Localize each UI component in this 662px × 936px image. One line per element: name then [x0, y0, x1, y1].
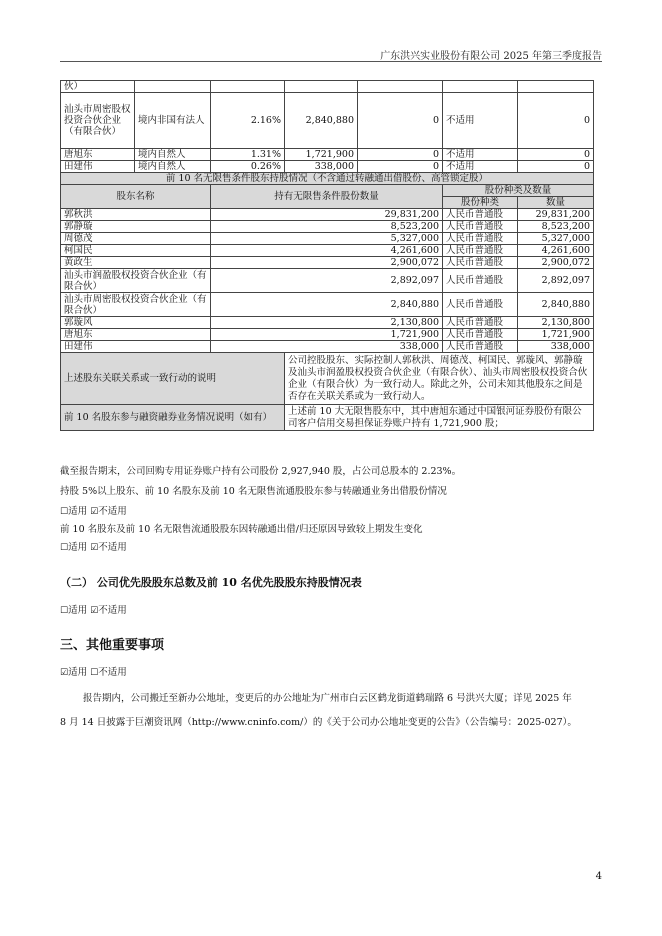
preferred-section-title: （二） 公司优先股股东总数及前 10 名优先股股东持股情况表 [60, 576, 362, 589]
holding-percent: 0.26% [211, 161, 285, 173]
table-row [61, 257, 594, 269]
table-row [61, 317, 594, 329]
change-title: 前 10 名股东及前 10 名无限售流通股股东因转融通出借/归还原因导致较上期发生变化 [60, 524, 423, 535]
shareholder-name: 唐旭东 [61, 329, 211, 341]
shareholder-name: 郭静璇 [61, 221, 211, 233]
unrestricted-qty: 8,523,200 [211, 221, 443, 233]
table-row [61, 209, 594, 221]
unchecked-box-icon[interactable]: ☐ [60, 606, 69, 616]
pledge-status: 不适用 [443, 149, 518, 161]
table-header-row [61, 185, 594, 197]
holding-qty: 2,840,880 [285, 93, 358, 149]
pledge-status: 不适用 [443, 161, 518, 173]
table-row [61, 233, 594, 245]
table-row [61, 161, 594, 173]
shareholder-name: 田建伟 [61, 161, 135, 173]
unchecked-box-icon[interactable]: ☐ [60, 543, 69, 553]
shareholder-nature: 境内自然人 [135, 149, 211, 161]
table-row [61, 93, 594, 149]
share-count: 8,523,200 [518, 221, 594, 233]
shareholder-nature: 境内非国有法人 [135, 93, 211, 149]
pledge-qty: 0 [518, 149, 594, 161]
shareholder-name: 唐旭东 [61, 149, 135, 161]
shareholder-name: 汕头市周密股权投资合伙企业（有限合伙） [61, 293, 211, 317]
share-type: 人民币普通股 [443, 341, 518, 353]
margin-label: 前 10 名股东参与融资融券业务情况说明（如有） [61, 405, 285, 431]
restricted-qty: 0 [358, 93, 443, 149]
unrestricted-qty: 2,892,097 [211, 269, 443, 293]
page-number: 4 [595, 871, 602, 882]
pledge-qty: 0 [518, 161, 594, 173]
col-header-type: 股份种类 [443, 197, 518, 209]
checked-box-icon[interactable]: ☑ [90, 507, 99, 517]
table-row [61, 341, 594, 353]
share-type: 人民币普通股 [443, 317, 518, 329]
share-type: 人民币普通股 [443, 245, 518, 257]
unchecked-box-icon[interactable]: ☐ [90, 668, 99, 678]
holding-qty: 1,721,900 [285, 149, 358, 161]
checked-box-icon[interactable]: ☑ [90, 543, 99, 553]
unrestricted-qty: 338,000 [211, 341, 443, 353]
table-row [61, 353, 594, 405]
share-type: 人民币普通股 [443, 269, 518, 293]
lending-title: 持股 5%以上股东、前 10 名股东及前 10 名无限售流通股股东参与转融通业务出借股份情况 [60, 486, 447, 497]
checked-box-icon[interactable]: ☑ [60, 668, 69, 678]
relation-label: 上述股东关联关系或一致行动的说明 [61, 353, 285, 405]
shareholder-name: 汕头市周密股权投资合伙企业（有限合伙） [61, 93, 135, 149]
col-header-qty: 持有无限售条件股份数量 [211, 185, 443, 209]
share-type: 人民币普通股 [443, 293, 518, 317]
option-row: ☐适用 ☑不适用 [60, 542, 127, 553]
shareholder-name: 郭璇风 [61, 317, 211, 329]
unchecked-box-icon[interactable]: ☐ [60, 507, 69, 517]
checked-box-icon[interactable]: ☑ [90, 606, 99, 616]
share-type: 人民币普通股 [443, 209, 518, 221]
shareholder-name: 伙） [61, 81, 135, 93]
restricted-qty: 0 [358, 149, 443, 161]
unrestricted-section-title: 前 10 名无限售条件股东持股情况（不含通过转融通出借股份、高管锁定股） [61, 173, 594, 185]
unrestricted-qty: 2,130,800 [211, 317, 443, 329]
col-header-name: 股东名称 [61, 185, 211, 209]
shareholder-nature: 境内自然人 [135, 161, 211, 173]
col-header-count: 数量 [518, 197, 594, 209]
report-paragraph-line2: 8 月 14 日披露于巨潮资讯网（http://www.cninfo.com/）的《关于公司办公地址变更的公告》（公告编号：2025-027）。 [60, 717, 577, 728]
other-matters-title: 三、其他重要事项 [60, 638, 165, 653]
pledge-qty: 0 [518, 93, 594, 149]
shareholder-name: 田建伟 [61, 341, 211, 353]
share-count: 2,130,800 [518, 317, 594, 329]
share-count: 2,900,072 [518, 257, 594, 269]
table-row [61, 81, 594, 93]
table-row [61, 149, 594, 161]
share-count: 4,261,600 [518, 245, 594, 257]
share-count: 29,831,200 [518, 209, 594, 221]
shareholder-name: 汕头市润盈股权投资合伙企业（有限合伙） [61, 269, 211, 293]
share-type: 人民币普通股 [443, 221, 518, 233]
holding-percent: 2.16% [211, 93, 285, 149]
shareholder-name: 黄政生 [61, 257, 211, 269]
table-row [61, 245, 594, 257]
share-type: 人民币普通股 [443, 233, 518, 245]
unrestricted-qty: 4,261,600 [211, 245, 443, 257]
shareholder-name: 柯国民 [61, 245, 211, 257]
unrestricted-qty: 1,721,900 [211, 329, 443, 341]
shareholder-name: 周德茂 [61, 233, 211, 245]
table-section-header [61, 173, 594, 185]
holding-percent: 1.31% [211, 149, 285, 161]
unrestricted-qty: 2,840,880 [211, 293, 443, 317]
option-row: ☑适用 ☐不适用 [60, 667, 127, 678]
share-count: 2,892,097 [518, 269, 594, 293]
option-row: ☐适用 ☑不适用 [60, 506, 127, 517]
holding-qty: 338,000 [285, 161, 358, 173]
report-paragraph-line1: 报告期内，公司搬迁至新办公地址，变更后的办公地址为广州市白云区鹤龙街道鹤瑞路 6 号洪兴大厦；详见 2025 年 [83, 693, 572, 704]
share-count: 5,327,000 [518, 233, 594, 245]
option-row: ☐适用 ☑不适用 [60, 605, 127, 616]
share-count: 2,840,880 [518, 293, 594, 317]
unrestricted-qty: 29,831,200 [211, 209, 443, 221]
unrestricted-qty: 5,327,000 [211, 233, 443, 245]
table-row [61, 221, 594, 233]
shareholder-name: 郭秋洪 [61, 209, 211, 221]
unrestricted-qty: 2,900,072 [211, 257, 443, 269]
share-count: 1,721,900 [518, 329, 594, 341]
pledge-status: 不适用 [443, 93, 518, 149]
restricted-qty: 0 [358, 161, 443, 173]
share-type: 人民币普通股 [443, 257, 518, 269]
shareholder-table [60, 80, 594, 431]
share-type: 人民币普通股 [443, 329, 518, 341]
header-divider [60, 61, 602, 62]
share-count: 338,000 [518, 341, 594, 353]
col-header-type-group: 股份种类及数量 [443, 185, 594, 197]
table-row [61, 293, 594, 317]
buyback-paragraph: 截至报告期末，公司回购专用证券账户持有公司股份 2,927,940 股，占公司总股本的 2.23%。 [60, 466, 462, 477]
table-row [61, 269, 594, 293]
table-row [61, 405, 594, 431]
margin-text: 上述前 10 大无限售股东中，其中唐旭东通过中国银河证券股份有限公司客户信用交易担保证券账户持有 1,721,900 股； [285, 405, 594, 431]
table-row [61, 329, 594, 341]
relation-text: 公司控股股东、实际控制人郭秋洪、周德茂、柯国民、郭璇风、郭静璇及汕头市润盈股权投资合伙企业（有限合伙）、汕头市周密股权投资合伙企业（有限合伙）为一致行动人。除此之外，公司未知其他股东之间是否存在关联关系或为一致行动人。 [285, 353, 594, 405]
page-header-title: 广东洪兴实业股份有限公司 2025 年第三季度报告 [380, 51, 602, 62]
